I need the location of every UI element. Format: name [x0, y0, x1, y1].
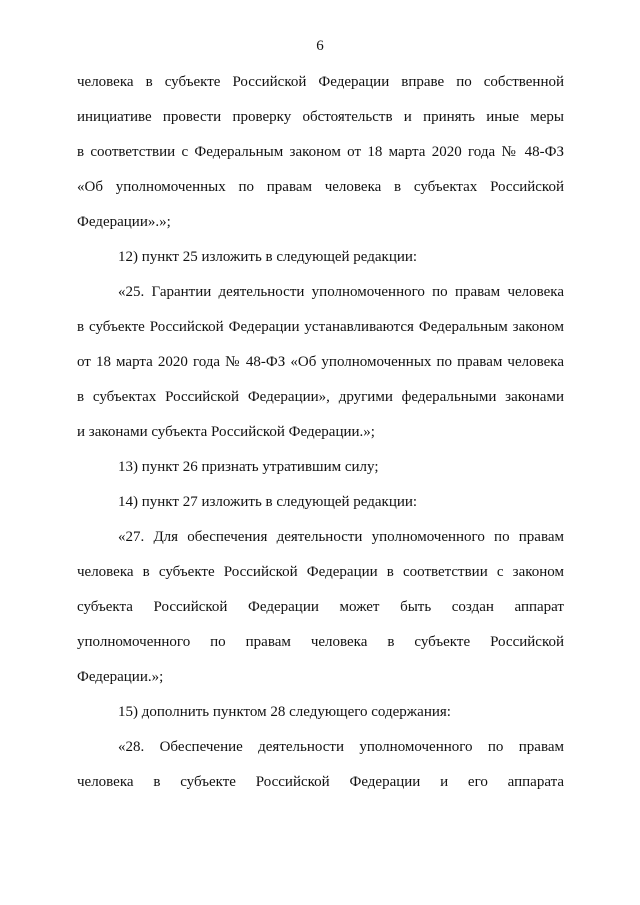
list-item-heading: 13) пункт 26 признать утратившим силу;	[118, 459, 379, 475]
body-line: в субъектах Российской Федерации», другими федеральными законами	[77, 389, 564, 405]
body-line: субъекта Российской Федерации может быть создан аппарат	[77, 599, 564, 615]
page-number: 6	[316, 38, 324, 54]
body-line: человека в субъекте Российской Федерации в соответствии с законом	[77, 564, 564, 580]
body-line: в субъекте Российской Федерации устанавливаются Федеральным законом	[77, 319, 564, 335]
body-line: «Об уполномоченных по правам человека в субъектах Российской	[77, 179, 564, 195]
list-item-heading: 12) пункт 25 изложить в следующей редакции:	[118, 249, 418, 265]
body-line: и законами субъекта Российской Федерации.»;	[77, 424, 375, 440]
body-line: в соответствии с Федеральным законом от 18 марта 2020 года № 48-ФЗ	[77, 144, 564, 160]
document-body	[77, 72, 564, 807]
body-line: Федерации».»;	[77, 214, 171, 230]
paragraph-first-line: «25. Гарантии деятельности уполномоченного по правам человека	[118, 284, 564, 300]
body-line: человека в субъекте Российской Федерации вправе по собственной	[77, 74, 564, 90]
body-line: человека в субъекте Российской Федерации и его аппарата	[77, 774, 564, 790]
body-line: от 18 марта 2020 года № 48-ФЗ «Об уполномоченных по правам человека	[77, 354, 564, 370]
paragraph-first-line: «28. Обеспечение деятельности уполномоченного по правам	[118, 739, 564, 755]
body-line: инициативе провести проверку обстоятельств и принять иные меры	[77, 109, 564, 125]
body-line: Федерации.»;	[77, 669, 164, 685]
list-item-heading: 14) пункт 27 изложить в следующей редакции:	[118, 494, 418, 510]
body-line: уполномоченного по правам человека в субъекте Российской	[77, 634, 564, 650]
paragraph-first-line: «27. Для обеспечения деятельности уполномоченного по правам	[118, 529, 564, 545]
list-item-heading: 15) дополнить пунктом 28 следующего содержания:	[118, 704, 451, 720]
